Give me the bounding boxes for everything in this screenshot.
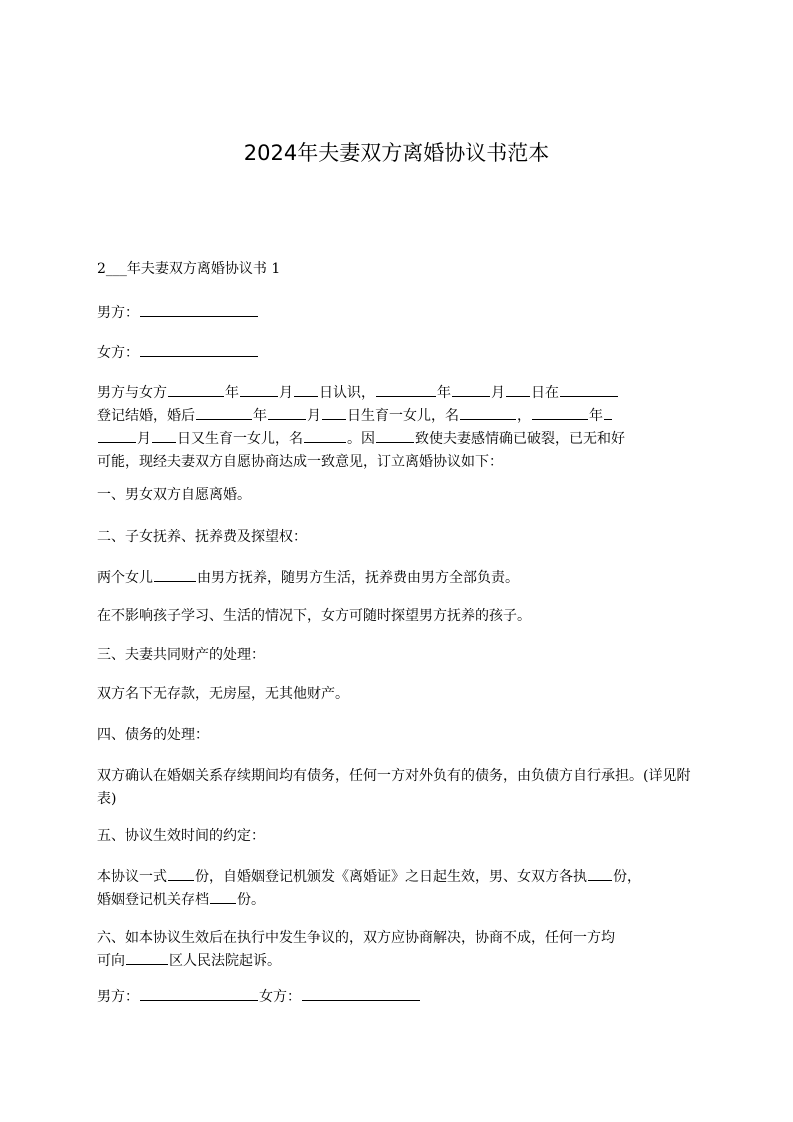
section-5-line-2 <box>97 889 697 912</box>
blank <box>168 866 194 881</box>
blank <box>240 382 278 397</box>
section-5-text: 份， <box>613 869 641 885</box>
intro-text: 登记结婚，婚后 <box>97 408 195 424</box>
signature-woman-label: 女方： <box>259 989 301 1005</box>
intro-text: ， <box>517 408 531 424</box>
intro-text: 日在 <box>531 385 559 401</box>
intro-text: 月 <box>279 385 293 401</box>
section-5-body <box>97 866 697 912</box>
intro-text: 月 <box>137 431 151 447</box>
intro-text: 日又生育一女儿，名 <box>177 431 303 447</box>
blank <box>294 382 318 397</box>
section-2-heading: 二、子女抚养、抚养费及探望权： <box>97 529 307 545</box>
intro-text: 月 <box>307 408 321 424</box>
document-title: 2024年夫妻双方离婚协议书范本 <box>243 141 550 165</box>
intro-line-2 <box>97 405 697 428</box>
section-5-text: 本协议一式 <box>97 869 167 885</box>
intro-paragraph <box>97 382 697 474</box>
blank <box>152 428 176 443</box>
blank <box>376 428 414 443</box>
custody-text: 由男方抚养，随男方生活，抚养费由男方全部负责。 <box>197 570 519 586</box>
man-label: 男方： <box>97 305 139 321</box>
woman-label: 女方： <box>97 345 139 361</box>
blank <box>168 382 224 397</box>
blank <box>98 428 136 443</box>
blank <box>506 382 530 397</box>
signature-man-blank <box>140 986 258 1001</box>
blank <box>322 405 346 420</box>
signature-man-label: 男方： <box>97 989 139 1005</box>
blank <box>154 567 196 582</box>
court-blank <box>126 950 168 965</box>
intro-text: 男方与女方 <box>97 385 167 401</box>
man-name-blank <box>140 302 258 317</box>
section-4-heading: 四、债务的处理： <box>97 727 209 743</box>
section-3-heading: 三、夫妻共同财产的处理： <box>97 647 265 663</box>
section-5-text: 份，自婚姻登记机颁发《离婚证》之日起生效，男、女双方各执 <box>195 869 587 885</box>
section-6-text: 可向 <box>97 953 125 969</box>
blank <box>452 382 490 397</box>
blank <box>560 382 618 397</box>
blank <box>604 405 612 420</box>
section-6 <box>97 927 697 973</box>
blank <box>588 866 612 881</box>
section-3-body: 双方名下无存款，无房屋，无其他财产。 <box>97 686 349 702</box>
intro-line-1 <box>97 382 697 405</box>
section-4-body: 双方确认在婚姻关系存续期间均有债务，任何一方对外负有的债务，由负债方自行承担。(详见附表) <box>97 768 691 807</box>
intro-text: 年 <box>589 408 603 424</box>
agreement-heading: 2___年夫妻双方离婚协议书 1 <box>97 261 281 277</box>
intro-line-4: 可能，现经夫妻双方自愿协商达成一致意见，订立离婚协议如下： <box>97 454 503 470</box>
signature-line <box>97 986 697 1009</box>
section-5-text: 份。 <box>237 892 265 908</box>
blank <box>304 428 346 443</box>
section-2-visitation: 在不影响孩子学习、生活的情况下，女方可随时探望男方抚养的孩子。 <box>97 608 531 624</box>
section-2-custody <box>97 567 697 590</box>
intro-text: 年 <box>437 385 451 401</box>
blank <box>210 889 236 904</box>
intro-text: 年 <box>225 385 239 401</box>
woman-name-blank <box>140 342 258 357</box>
section-6-line-1: 六、如本协议生效后在执行中发生争议的，双方应协商解决，协商不成，任何一方均 <box>97 930 615 946</box>
intro-text: 月 <box>491 385 505 401</box>
section-6-line-2 <box>97 950 697 973</box>
blank <box>196 405 252 420</box>
blank <box>460 405 516 420</box>
signature-woman-blank <box>302 986 420 1001</box>
section-5-heading: 五、协议生效时间的约定： <box>97 828 265 844</box>
woman-line <box>97 342 697 365</box>
intro-text: 。因 <box>347 431 375 447</box>
section-5-line-1 <box>97 866 697 889</box>
intro-text: 日认识， <box>319 385 375 401</box>
section-6-text: 区人民法院起诉。 <box>169 953 281 969</box>
section-1: 一、男女双方自愿离婚。 <box>97 487 251 503</box>
blank <box>268 405 306 420</box>
man-line <box>97 302 697 325</box>
section-5-text: 婚姻登记机关存档 <box>97 892 209 908</box>
intro-text: 致使夫妻感情确已破裂，已无和好 <box>415 431 625 447</box>
intro-line-3 <box>97 428 697 451</box>
blank <box>532 405 588 420</box>
custody-text: 两个女儿 <box>97 570 153 586</box>
intro-text: 年 <box>253 408 267 424</box>
blank <box>376 382 436 397</box>
intro-text: 日生育一女儿，名 <box>347 408 459 424</box>
